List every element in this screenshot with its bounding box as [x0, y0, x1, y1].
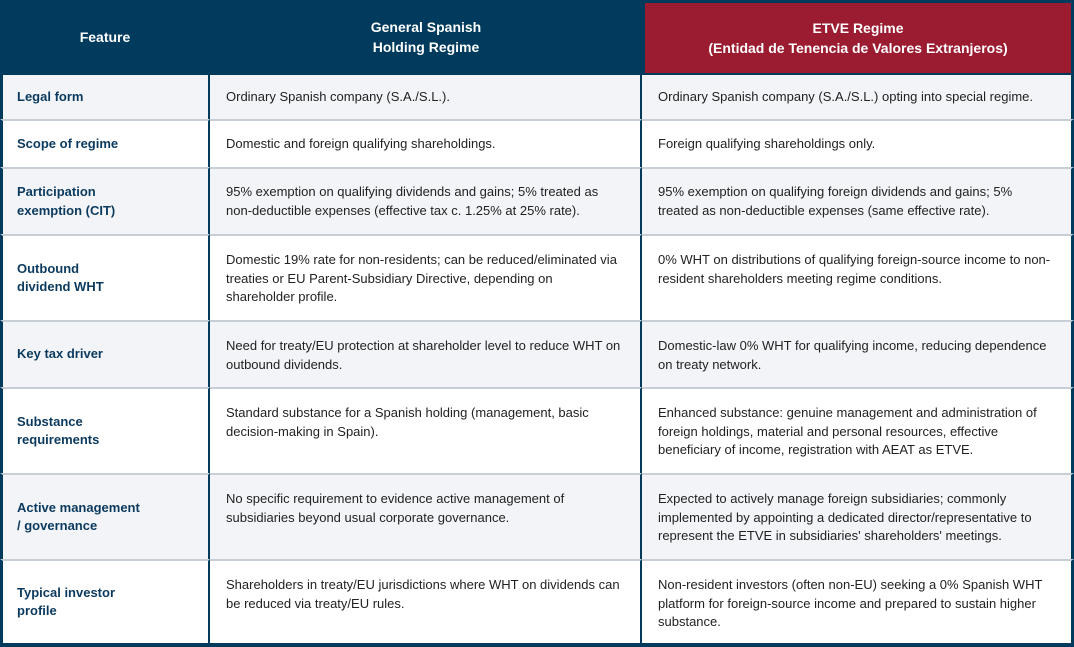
etve-cell	[642, 234, 1074, 320]
feature-label-line1: Outbound	[17, 260, 80, 276]
table-row	[0, 234, 1074, 320]
general-text: Domestic and foreign qualifying shareholdings.	[226, 135, 496, 151]
etve-cell	[642, 473, 1074, 559]
header-row	[0, 0, 1074, 73]
general-cell	[210, 559, 642, 646]
general-text: Need for treaty/EU protection at shareholder level to reduce WHT on outbound dividends.	[226, 338, 621, 372]
etve-cell	[642, 167, 1074, 234]
feature-label-line1: Active management	[17, 499, 140, 515]
general-text: Domestic 19% rate for non-residents; can be reduced/eliminated via treaties or EU Parent-Subsidiary Directive, depending on shareholder profile.	[226, 252, 617, 304]
general-cell	[210, 320, 642, 387]
header-general-line2: Holding Regime	[372, 38, 480, 55]
table-row	[0, 387, 1074, 473]
header-feature	[0, 0, 210, 73]
etve-text: Enhanced substance: genuine management and administration of foreign holdings, material and personal resources, effective beneficiary of income, registration with AEAT as ETVE.	[658, 405, 1037, 457]
etve-text: 95% exemption on qualifying foreign dividends and gains; 5% treated as non-deductible expenses (same effective rate).	[658, 184, 1013, 218]
general-text: Ordinary Spanish company (S.A./S.L.).	[226, 88, 450, 104]
feature-label-line2: / governance	[17, 518, 98, 533]
general-cell	[210, 387, 642, 473]
feature-cell	[0, 119, 210, 167]
feature-label: Legal form	[17, 88, 84, 104]
etve-text: Foreign qualifying shareholdings only.	[658, 135, 876, 151]
feature-label-line1: Participation	[17, 184, 96, 199]
etve-text: 0% WHT on distributions of qualifying foreign-source income to non-resident shareholders meeting regime conditions.	[658, 252, 1051, 286]
feature-cell	[0, 73, 210, 119]
feature-label: Key tax driver	[17, 346, 103, 362]
table-row	[0, 73, 1074, 119]
general-text: 95% exemption on qualifying dividends and gains; 5% treated as non-deductible expenses (effective tax c. 1.25% at 25% rate).	[226, 184, 599, 218]
feature-label: Scope of regime	[17, 135, 119, 151]
etve-text: Domestic-law 0% WHT for qualifying income, reducing dependence on treaty network.	[658, 338, 1047, 372]
general-cell	[210, 73, 642, 119]
etve-text: Expected to actively manage foreign subsidiaries; commonly implemented by appointing a dedicated director/representative to represent the ETVE in subsidiaries' shareholders' meetings.	[658, 491, 1032, 543]
feature-label-line2: exemption (CIT)	[17, 202, 116, 218]
general-cell	[210, 473, 642, 559]
feature-cell	[0, 234, 210, 320]
header-feature-label: Feature	[79, 28, 131, 45]
etve-cell	[642, 119, 1074, 167]
table-row	[0, 473, 1074, 559]
header-etve-line1: ETVE Regime	[812, 20, 904, 36]
table-row	[0, 559, 1074, 646]
etve-cell	[642, 559, 1074, 646]
etve-cell	[642, 320, 1074, 387]
table-row	[0, 119, 1074, 167]
feature-label-line2: profile	[17, 603, 57, 618]
feature-cell	[0, 559, 210, 646]
etve-cell	[642, 387, 1074, 473]
general-cell	[210, 234, 642, 320]
etve-text: Non-resident investors (often non-EU) seeking a 0% Spanish WHT platform for foreign-source income and prepared to sustain higher substance.	[658, 577, 1043, 629]
header-general-line1: General Spanish	[370, 18, 482, 35]
feature-label-line1: Substance	[17, 413, 83, 429]
general-cell	[210, 167, 642, 234]
header-etve-line2: (Entidad de Tenencia de Valores Extranjeros)	[708, 40, 1008, 56]
feature-cell	[0, 320, 210, 387]
feature-cell	[0, 473, 210, 559]
general-text: Shareholders in treaty/EU jurisdictions where WHT on dividends can be reduced via treaty/EU rules.	[226, 577, 620, 611]
etve-text: Ordinary Spanish company (S.A./S.L.) opting into special regime.	[658, 88, 1034, 104]
etve-cell	[642, 73, 1074, 119]
header-etve-regime	[642, 0, 1074, 73]
header-general-regime	[210, 0, 642, 73]
table-row	[0, 320, 1074, 387]
feature-label-line1: Typical investor	[17, 584, 116, 600]
feature-label-line2: requirements	[17, 432, 100, 447]
feature-cell	[0, 167, 210, 234]
table-row	[0, 167, 1074, 234]
feature-label-line2: dividend WHT	[17, 279, 104, 294]
general-text: No specific requirement to evidence active management of subsidiaries beyond usual corporate governance.	[226, 491, 565, 525]
general-cell	[210, 119, 642, 167]
feature-cell	[0, 387, 210, 473]
general-text: Standard substance for a Spanish holding (management, basic decision-making in Spain).	[226, 405, 589, 439]
